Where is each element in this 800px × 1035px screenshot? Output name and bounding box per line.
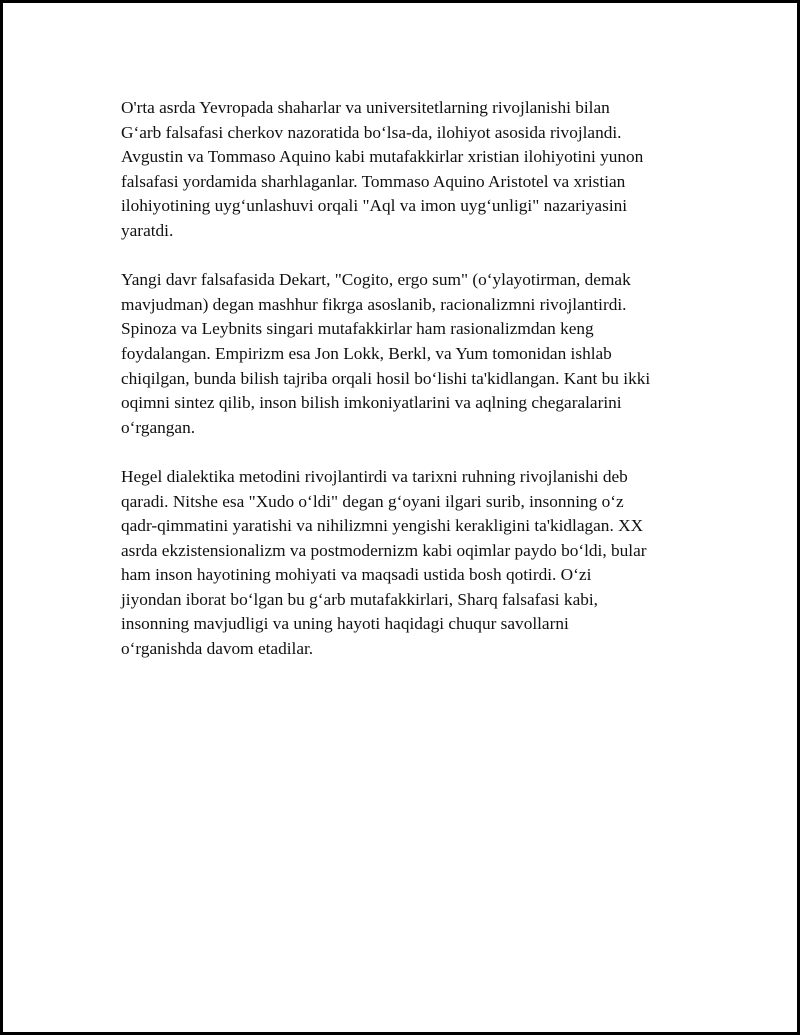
- paragraph-modern-philosophy: Yangi davr falsafasida Dekart, "Cogito, ergo sum" (o‘ylayotirman, demak mavjudman) degan mashhur fikrga asoslanib, racionalizmni rivojlantirdi. Spinoza va Leybnits singari mutafakkirlar ham rasionalizmdan keng foydalangan. Empirizm esa Jon Lokk, Berkl, va Yum tomonidan ishlab chiqilgan, bunda bilish tajriba orqali hosil bo‘lishi ta'kidlangan. Kant bu ikki oqimni sintez qilib, inson bilish imkoniyatlarini va aqlning chegaralarini o‘rgangan.: [121, 270, 651, 437]
- document-body: [121, 96, 691, 686]
- paragraph-contemporary-philosophy: Hegel dialektika metodini rivojlantirdi va tarixni ruhning rivojlanishi deb qaradi. Nitshe esa "Xudo o‘ldi" degan g‘oyani ilgari surib, insonning o‘z qadr-qimmatini yaratishi va nihilizmni yengishi kerakligini ta'kidlagan. XX asrda ekzistensionalizm va postmodernizm kabi oqimlar paydo bo‘ldi, bular ham inson hayotining mohiyati va maqsadi ustida bosh qotirdi. O‘zi jiyondan iborat bo‘lgan bu g‘arb mutafakkirlari, Sharq falsafasi kabi, insonning mavjudligi va uning hayoti haqidagi chuqur savollarni o‘rganishda davom etadilar.: [121, 466, 647, 659]
- paragraph-medieval-philosophy: O'rta asrda Yevropada shaharlar va universitetlarning rivojlanishi bilan G‘arb falsafasi cherkov nazoratida bo‘lsa-da, ilohiyot asosida rivojlandi. Avgustin va Tommaso Aquino kabi mutafakkirlar xristian ilohiyotini yunon falsafasi yordamida sharhlaganlar. Tommaso Aquino Aristotel va xristian ilohiyotining uyg‘unlashuvi orqali "Aql va imon uyg‘unligi" nazariyasini yaratdi.: [121, 98, 644, 240]
